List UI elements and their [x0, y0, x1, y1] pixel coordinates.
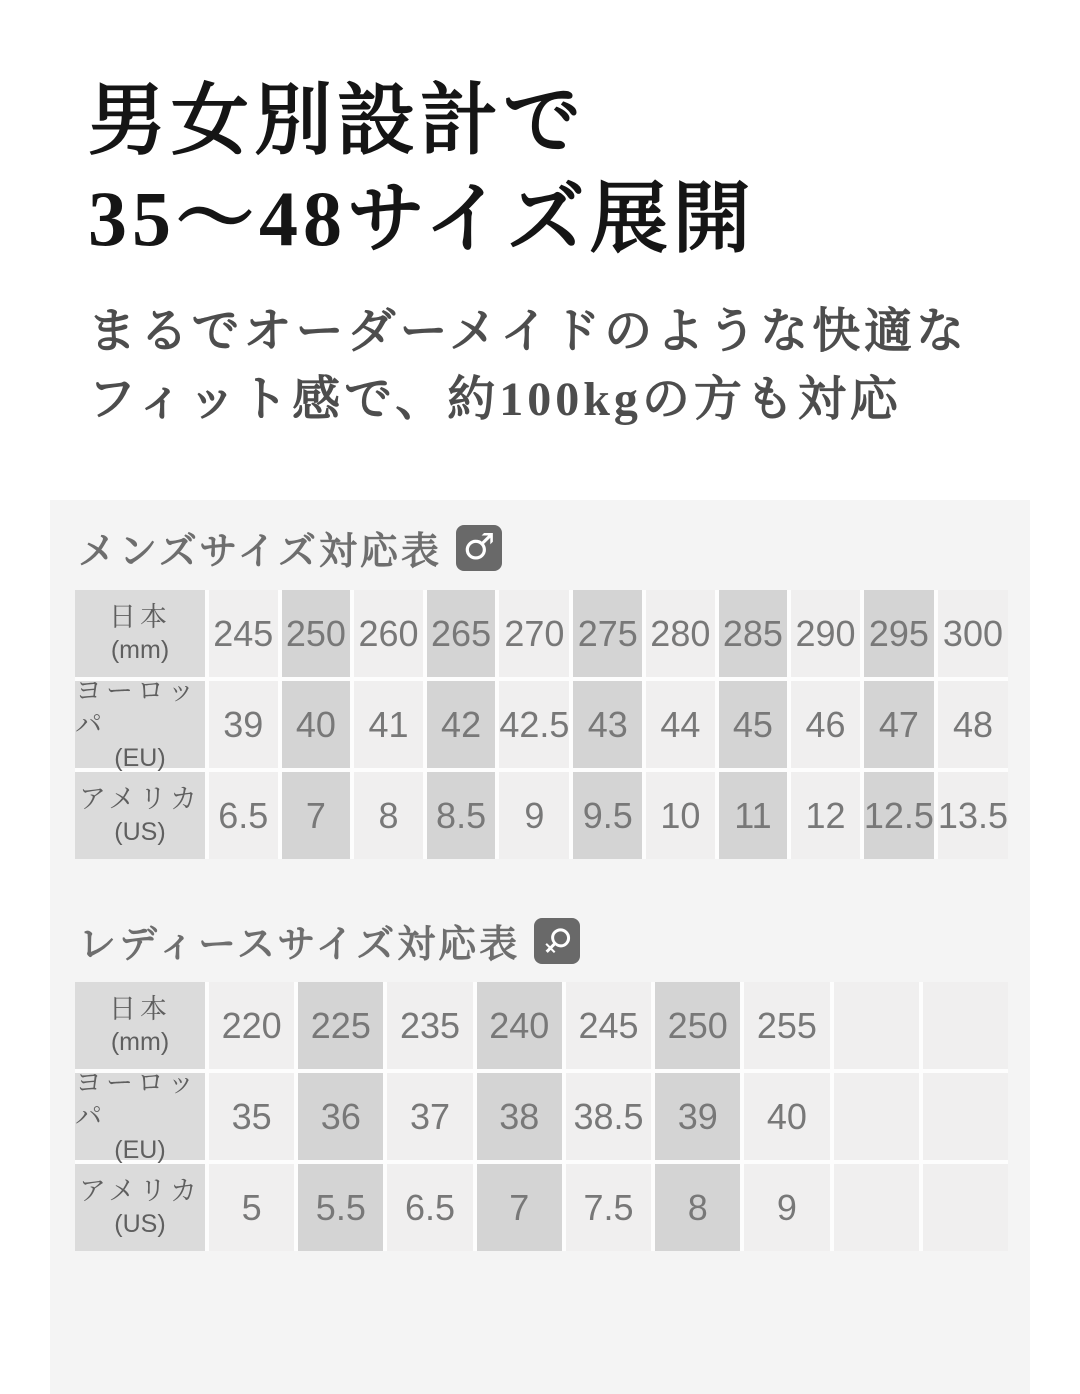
- empty-cell: [834, 982, 919, 1069]
- size-cell: 38: [477, 1073, 562, 1160]
- size-cell: 8.5: [427, 772, 496, 859]
- size-cell: 260: [354, 590, 423, 677]
- size-cell: 9: [499, 772, 569, 859]
- size-cell: 245: [566, 982, 651, 1069]
- size-cell: 265: [427, 590, 496, 677]
- size-cell: 7: [282, 772, 351, 859]
- size-cell: 10: [646, 772, 715, 859]
- size-cell: 46: [791, 681, 860, 768]
- size-cell: 39: [655, 1073, 740, 1160]
- size-cell: 225: [298, 982, 383, 1069]
- page-subtitle-line2: フィット感で、約100kgの方も対応: [88, 373, 902, 426]
- size-cell: 40: [282, 681, 351, 768]
- size-cell: 270: [499, 590, 569, 677]
- size-cell: 11: [719, 772, 788, 859]
- size-cell: 220: [209, 982, 294, 1069]
- size-cell: 290: [791, 590, 860, 677]
- size-cell: 42.5: [499, 681, 569, 768]
- size-cell: 5.5: [298, 1164, 383, 1251]
- size-cell: 48: [938, 681, 1008, 768]
- size-cell: 8: [655, 1164, 740, 1251]
- size-cell: 245: [209, 590, 278, 677]
- size-cell: 300: [938, 590, 1008, 677]
- size-cell: 36: [298, 1073, 383, 1160]
- size-cell: 7.5: [566, 1164, 651, 1251]
- page-subtitle: [88, 298, 968, 434]
- size-cell: 43: [573, 681, 642, 768]
- size-cell: 275: [573, 590, 642, 677]
- row-header: ヨーロッパ (EU): [75, 1073, 205, 1160]
- size-cell: 5: [209, 1164, 294, 1251]
- size-cell: 37: [387, 1073, 472, 1160]
- mens-section-title: メンズサイズ対応表: [78, 531, 443, 573]
- size-cell: 8: [354, 772, 423, 859]
- female-icon: ♀: [534, 917, 581, 964]
- size-cell: 45: [719, 681, 788, 768]
- size-cell: 240: [477, 982, 562, 1069]
- size-cell: 44: [646, 681, 715, 768]
- size-cell: 235: [387, 982, 472, 1069]
- page-title-line1: 男女別設計で: [88, 77, 587, 164]
- size-cell: 9: [744, 1164, 829, 1251]
- womens-section-title: レディースサイズ対応表: [78, 924, 521, 966]
- womens-section-header: [78, 913, 580, 968]
- size-cell: 7: [477, 1164, 562, 1251]
- row-header: 日本 (mm): [75, 982, 205, 1069]
- empty-cell: [923, 982, 1008, 1069]
- size-cell: 12: [791, 772, 860, 859]
- page-subtitle-line1: まるでオーダーメイドのような快適な: [88, 305, 969, 358]
- size-cell: 6.5: [209, 772, 278, 859]
- size-cell: 38.5: [566, 1073, 651, 1160]
- size-cell: 39: [209, 681, 278, 768]
- mens-section-header: [78, 520, 502, 575]
- mens-size-table: [75, 590, 1008, 859]
- size-cell: 9.5: [573, 772, 642, 859]
- size-cell: 285: [719, 590, 788, 677]
- size-cell: 40: [744, 1073, 829, 1160]
- row-header: 日本 (mm): [75, 590, 205, 677]
- size-cell: 6.5: [387, 1164, 472, 1251]
- empty-cell: [923, 1164, 1008, 1251]
- size-cell: 42: [427, 681, 496, 768]
- size-cell: 280: [646, 590, 715, 677]
- size-cell: 35: [209, 1073, 294, 1160]
- size-cell: 295: [864, 590, 934, 677]
- row-header: ヨーロッパ (EU): [75, 681, 205, 768]
- size-cell: 250: [282, 590, 351, 677]
- empty-cell: [923, 1073, 1008, 1160]
- row-header: アメリカ (US): [75, 772, 205, 859]
- size-cell: 255: [744, 982, 829, 1069]
- page-title: [88, 72, 756, 268]
- male-icon: ♂: [456, 525, 502, 571]
- size-cell: 13.5: [938, 772, 1008, 859]
- page-title-line2: 35〜48サイズ展開: [88, 175, 756, 262]
- size-chart-panel: [50, 500, 1030, 1394]
- size-cell: 41: [354, 681, 423, 768]
- size-cell: 12.5: [864, 772, 934, 859]
- row-header: アメリカ (US): [75, 1164, 205, 1251]
- size-cell: 47: [864, 681, 934, 768]
- empty-cell: [834, 1164, 919, 1251]
- size-cell: 250: [655, 982, 740, 1069]
- empty-cell: [834, 1073, 919, 1160]
- womens-size-table: [75, 982, 1008, 1251]
